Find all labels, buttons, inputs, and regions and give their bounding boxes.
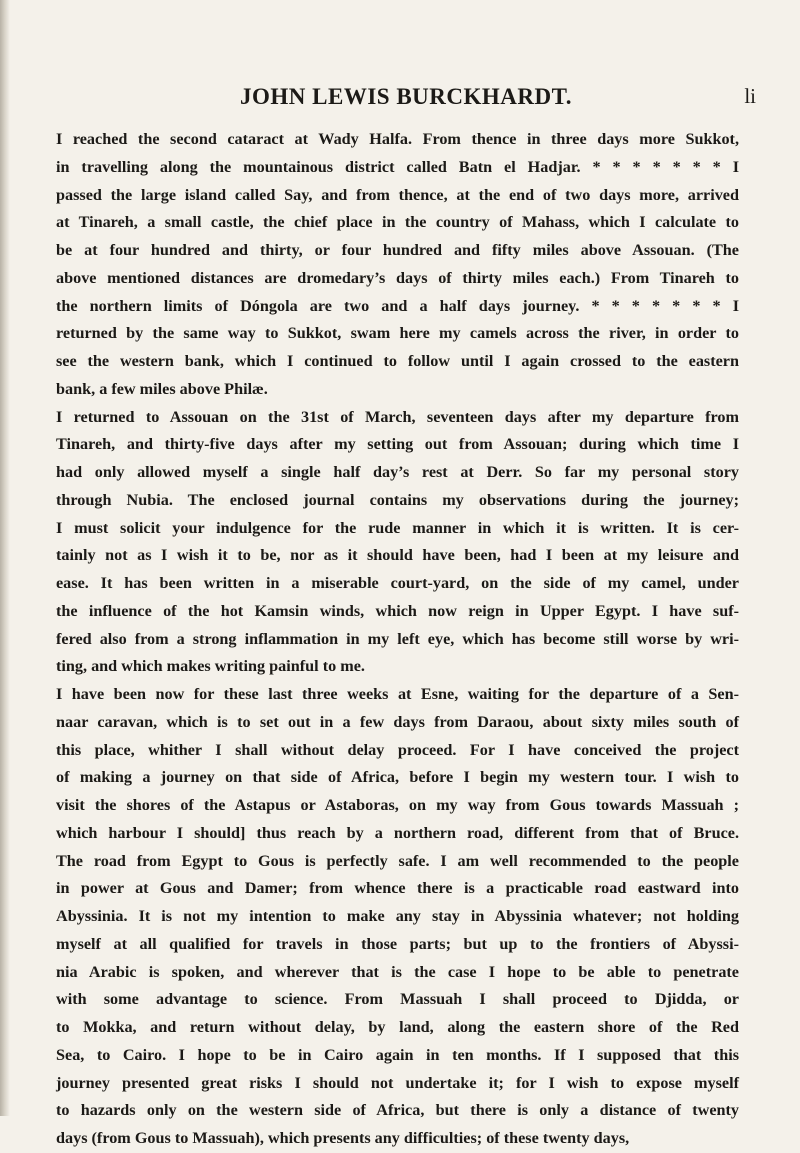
text-line: visit the shores of the Astapus or Astaboras, on my way from Gous towards Massuah ; (56, 796, 739, 814)
page-number: li (744, 84, 756, 108)
text-line: the influence of the hot Kamsin winds, which now reign in Upper Egypt. I have suf- (56, 601, 739, 620)
text-line: in travelling along the mountainous district called Batn el Hadjar. * * * * * * * I (56, 157, 739, 176)
text-line: to hazards only on the western side of Africa, but there is only a distance of twenty (56, 1101, 739, 1120)
text-line: with some advantage to science. From Massuah I shall proceed to Djidda, or (56, 990, 739, 1009)
text-line: The road from Egypt to Gous is perfectly safe. I am well recommended to the people (56, 851, 739, 870)
text-line: fered also from a strong inflammation in my left eye, which has become still worse by wri- (56, 629, 739, 648)
text-line: at Tinareh, a small castle, the chief place in the country of Mahass, which I calculate to (56, 213, 739, 232)
text-line: tainly not as I wish it to be, nor as it should have been, had I been at my leisure and (56, 546, 739, 565)
text-line: Tinareh, and thirty-five days after my setting out from Assouan; during which time I (56, 435, 739, 454)
text-line: which harbour I should] thus reach by a northern road, different from that of Bruce. (56, 823, 739, 842)
text-line: I reached the second cataract at Wady Halfa. From thence in three days more Sukkot, (56, 130, 739, 148)
text-line: through Nubia. The enclosed journal contains my observations during the journey; (56, 490, 739, 509)
text-line: of making a journey on that side of Africa, before I begin my western tour. I wish to (56, 768, 739, 787)
text-line: naar caravan, which is to set out in a few days from Daraou, about sixty miles south of (56, 712, 739, 731)
text-line: journey presented great risks I should not undertake it; for I wish to expose myself (56, 1073, 739, 1092)
text-line: ease. It has been written in a miserable court-yard, on the side of my camel, under (56, 574, 739, 592)
text-line: to Mokka, and return without delay, by land, along the eastern shore of the Red (56, 1018, 739, 1036)
binding-gutter (0, 0, 10, 1116)
text-line: had only allowed myself a single half day’s rest at Derr. So far my personal story (56, 463, 739, 481)
paragraph (56, 681, 739, 1153)
text-line: nia Arabic is spoken, and wherever that is the case I hope to be able to penetrate (56, 962, 739, 981)
text-line: above mentioned distances are dromedary’s days of thirty miles each.) From Tinareh to (56, 268, 739, 287)
text-line: see the western bank, which I continued to follow until I again crossed to the eastern (56, 352, 739, 370)
text-line: be at four hundred and thirty, or four hundred and fifty miles above Assouan. (The (56, 241, 739, 259)
text-line: myself at all qualified for travels in those parts; but up to the frontiers of Abyssi- (56, 934, 739, 953)
text-line: Abyssinia. It is not my intention to make any stay in Abyssinia whatever; not holding (56, 907, 739, 925)
text-line: passed the large island called Say, and from thence, at the end of two days more, arrived (56, 185, 739, 204)
running-head: JOHN LEWIS BURCKHARDT. (240, 84, 572, 109)
text-line: I must solicit your indulgence for the rude manner in which it is written. It is cer- (56, 518, 739, 537)
text-line: bank, a few miles above Philæ. (56, 379, 268, 398)
paragraph (56, 404, 739, 682)
page-header (56, 84, 756, 114)
text-line: in power at Gous and Damer; from whence there is a practicable road eastward into (56, 879, 739, 898)
text-line: returned by the same way to Sukkot, swam here my camels across the river, in order to (56, 324, 739, 343)
text-line: the northern limits of Dóngola are two and a half days journey. * * * * * * * I (56, 296, 739, 315)
text-line: I have been now for these last three weeks at Esne, waiting for the departure of a Sen- (56, 685, 739, 703)
text-line: I returned to Assouan on the 31st of March, seventeen days after my departure from (56, 407, 739, 426)
paragraph (56, 126, 739, 404)
text-line: ting, and which makes writing painful to me. (56, 657, 365, 676)
text-line: this place, whither I shall without delay proceed. For I have conceived the project (56, 740, 739, 759)
text-line: days (from Gous to Massuah), which presents any difficulties; of these twenty days, (56, 1129, 630, 1147)
body-text (56, 126, 739, 1153)
text-line: Sea, to Cairo. I hope to be in Cairo again in ten months. If I supposed that this (56, 1045, 739, 1064)
